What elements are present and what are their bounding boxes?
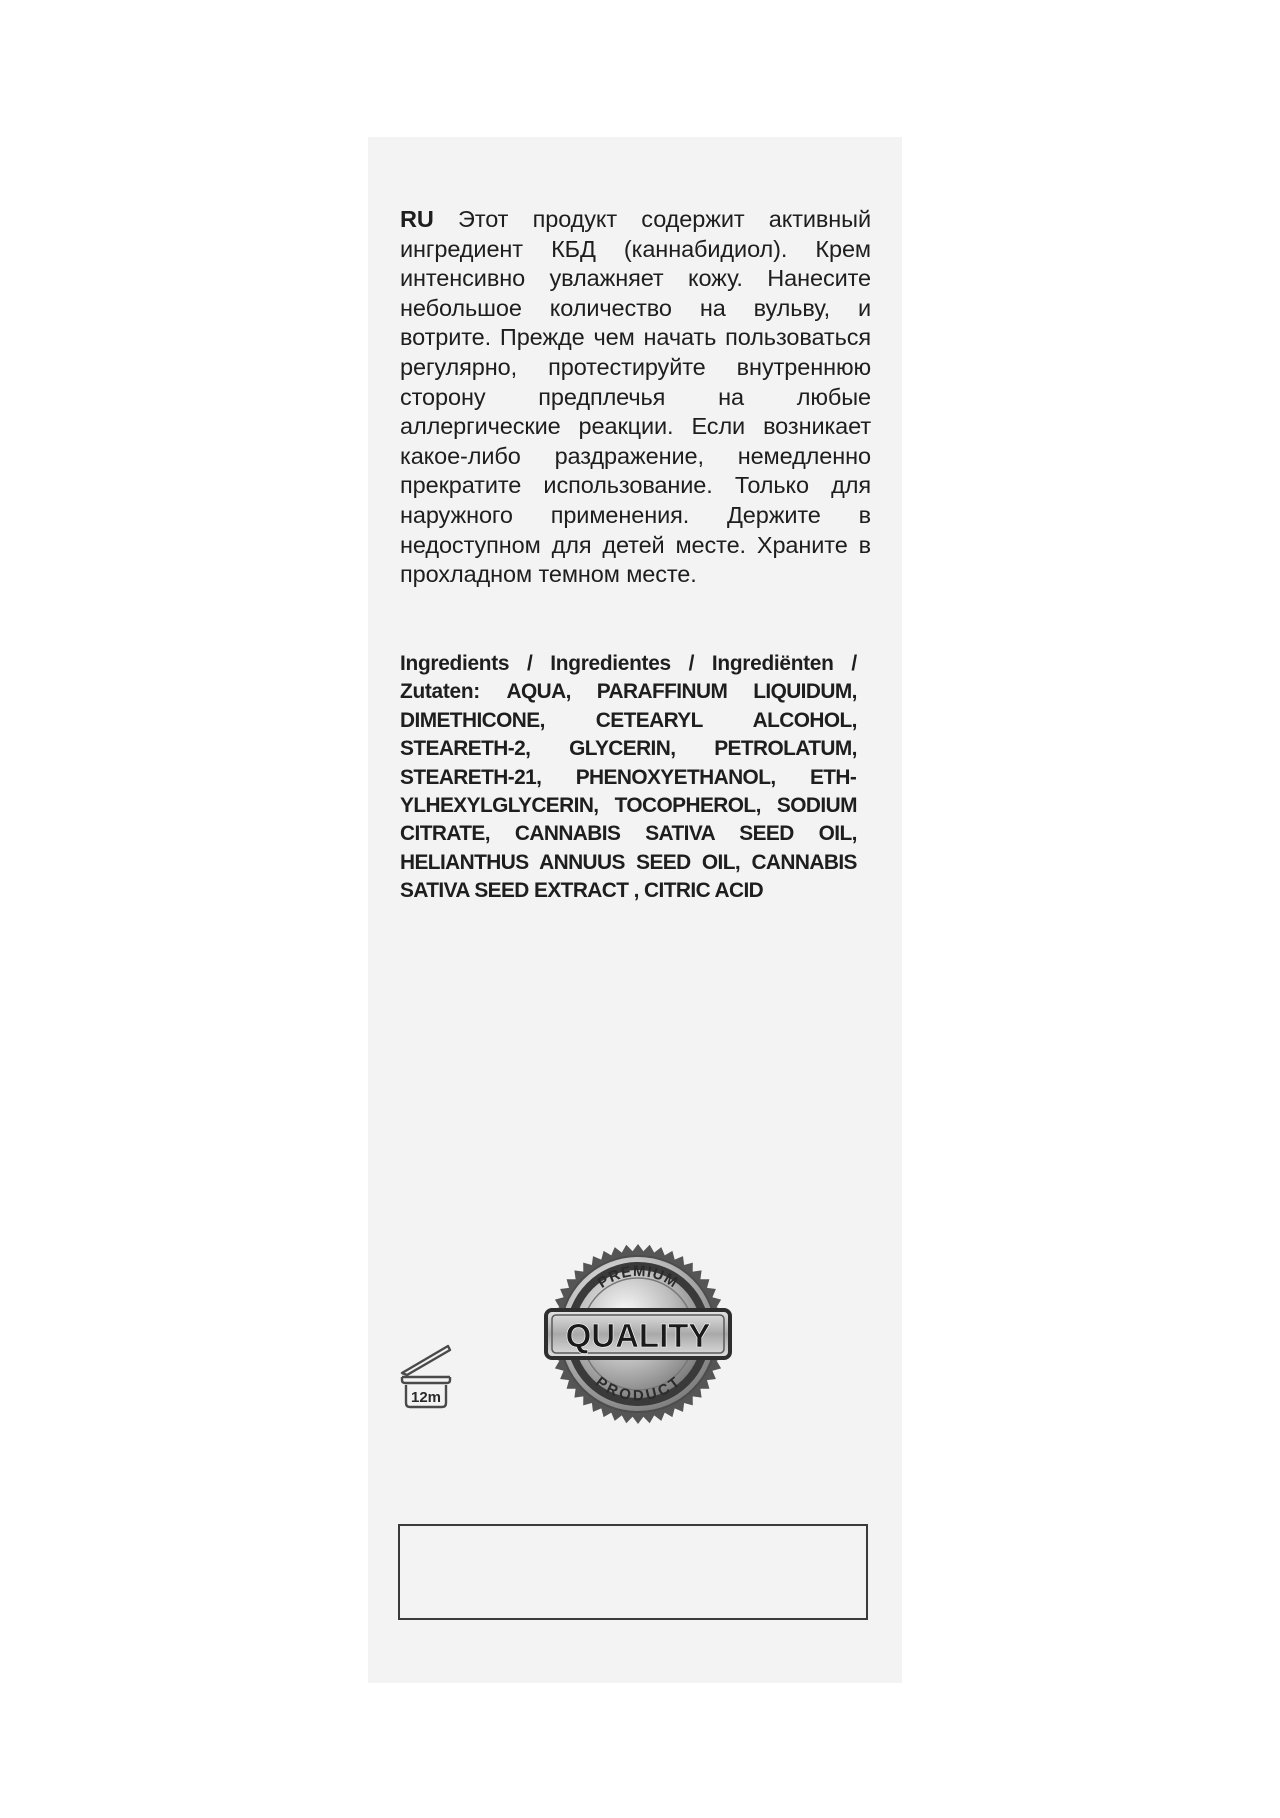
russian-instructions bbox=[400, 205, 871, 590]
ingredients-list: AQUA, PARAFFINUM LIQUIDUM, DIMETHICONE, CETEARYL ALCOHOL, STEARETH-2, GLYCERIN, PETROLATUM, STEARETH-21, PHENOXYETHANOL, ETHYLHEXYLGLYCERIN, TOCOPHEROL, SODIUM CITRATE, CANNABIS SATIVA SEED OIL, HELIANTHUS ANNUUS SEED OIL, CANNABIS SATIVA SEED EXTRACT , CITRIC ACID bbox=[400, 679, 857, 903]
badge-bottom-text: PRODUCT bbox=[592, 1373, 684, 1405]
ingredients-section bbox=[400, 649, 857, 905]
blank-label-box bbox=[398, 1524, 868, 1620]
language-code: RU bbox=[400, 206, 434, 232]
open-jar-icon bbox=[398, 1344, 454, 1410]
pao-label: 12m bbox=[410, 1389, 442, 1406]
badge-top-text: PREMIUM bbox=[594, 1262, 682, 1292]
quality-seal-icon bbox=[544, 1240, 732, 1428]
ingredients-label: Ingredients / Ingredientes / Ingrediënten / Zutaten: bbox=[400, 651, 857, 704]
badge-main-text: QUALITY bbox=[565, 1317, 711, 1354]
russian-text: Этот продукт содержит активный ингредиент КБД (каннабидиол). Крем интенсивно увлажняет кожу. Нанесите небольшое количество на вульву, и вотрите. Прежде чем начать пользоваться регулярно, протестируйте внутреннюю сторону предплечья на любые аллергические реакции. Если возникает какое-либо раздражение, немедленно прекратите использование. Только для наружного применения. Держите в недоступном для детей месте. Храните в прохладном темном месте. bbox=[400, 206, 871, 588]
label-panel bbox=[368, 137, 902, 1683]
